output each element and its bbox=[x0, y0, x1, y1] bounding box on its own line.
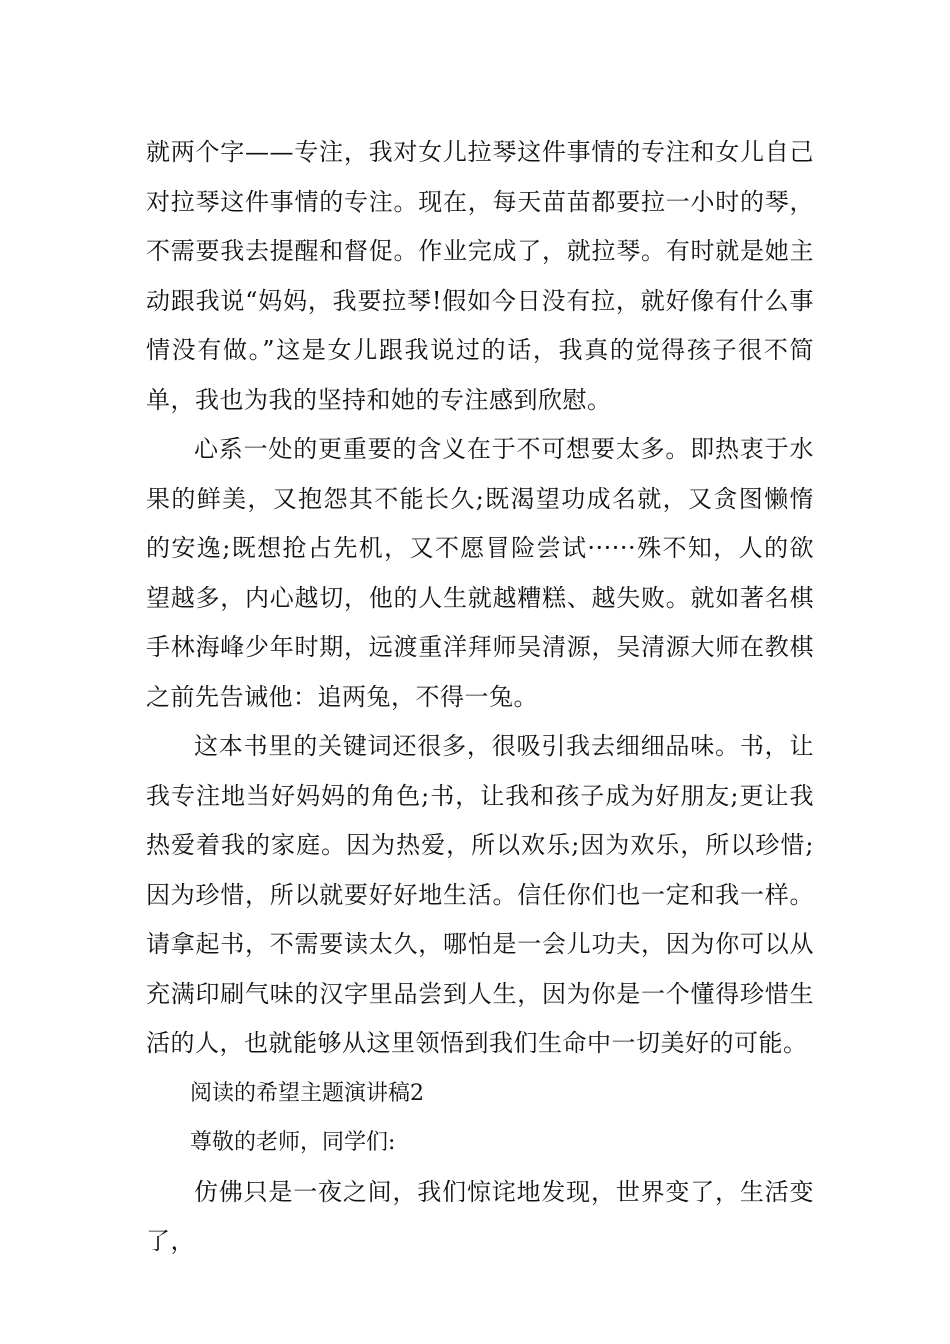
opening-line: 仿佛只是一夜之间，我们惊诧地发现，世界变了，生活变了， bbox=[146, 1177, 814, 1255]
paragraph-single-mind: 心系一处的更重要的含义在于不可想要太多。即热衷于水果的鲜美，又抱怨其不能长久;既渴望功成名就，又贪图懒惰的安逸;既想抢占先机，又不愿冒险尝试······殊不知，人的欲望越多，内心越切，他的人生就越糟糕、越失败。就如著名棋手林海峰少年时期，远渡重洋拜师吴清源，吴清源大师在教棋之前先告诫他：追两兔，不得一兔。 bbox=[146, 435, 814, 711]
section-title: 阅读的希望主题演讲稿2 bbox=[190, 1080, 424, 1106]
salutation: 尊敬的老师，同学们: bbox=[190, 1130, 396, 1155]
paragraph-focus: 就两个字——专注，我对女儿拉琴这件事情的专注和女儿自己对拉琴这件事情的专注。现在，每天苗苗都要拉一小时的琴，不需要我去提醒和督促。作业完成了，就拉琴。有时就是她主动跟我说“妈妈，我要拉琴!假如今日没有拉，就好像有什么事情没有做。”这是女儿跟我说过的话，我真的觉得孩子很不简单，我也为我的坚持和她的专注感到欣慰。 bbox=[146, 138, 814, 414]
paragraph-keywords: 这本书里的关键词还很多，很吸引我去细细品味。书，让我专注地当好妈妈的角色;书，让我和孩子成为好朋友;更让我热爱着我的家庭。因为热爱，所以欢乐;因为欢乐，所以珍惜;因为珍惜，所以就要好好地生活。信任你们也一定和我一样。请拿起书，不需要读太久，哪怕是一会儿功夫，因为你可以从充满印刷气味的汉字里品尝到人生，因为你是一个懂得珍惜生活的人，也就能够从这里领悟到我们生命中一切美好的可能。 bbox=[146, 732, 814, 1057]
document-body bbox=[146, 128, 814, 1267]
